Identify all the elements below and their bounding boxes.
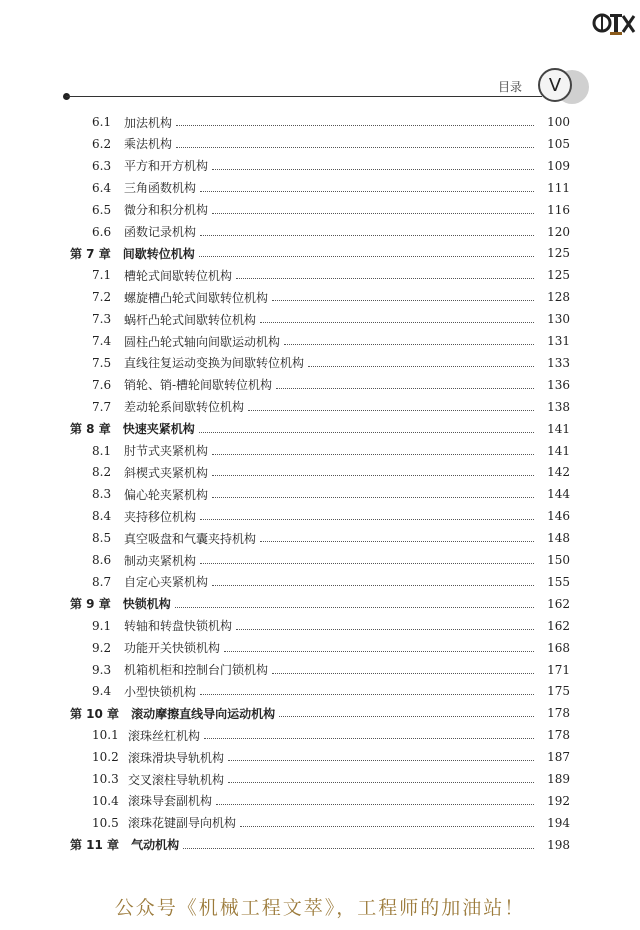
entry-number: 第 7 章 [70,246,111,261]
entry-number: 7.6 [92,377,112,392]
dot-leader [199,255,534,257]
entry-number: 9.4 [92,684,112,699]
entry-number: 7.3 [92,312,112,327]
entry-page-number: 111 [547,180,570,195]
entry-number: 8.4 [92,509,112,524]
dot-leader [212,496,534,498]
entry-page-number: 155 [547,574,570,589]
entry-title: 加法机构 [124,115,173,130]
entry-title: 快锁机构 [122,597,171,612]
entry-page-number: 130 [547,312,570,327]
entry-page-number: 125 [547,268,570,283]
entry-number: 7.1 [92,268,112,283]
entry-number: 8.7 [92,574,112,589]
entry-title: 小型快锁机构 [124,684,197,699]
dot-leader [200,190,534,192]
toc-chapter-entry[interactable] [70,243,570,263]
entry-number: 6.3 [92,158,112,173]
toc-section-entry[interactable] [92,200,570,220]
toc-section-entry[interactable] [92,813,570,833]
header-rule [66,96,542,97]
entry-number: 第 11 章 [70,838,120,853]
toc-section-entry[interactable] [92,222,570,242]
entry-title: 肘节式夹紧机构 [124,444,209,458]
entry-title: 夹持移位机构 [124,509,197,524]
toc-chapter-entry[interactable] [70,835,570,855]
entry-title: 螺旋槽凸轮式间歇转位机构 [124,290,269,305]
entry-number: 7.7 [92,399,112,414]
entry-title: 自定心夹紧机构 [124,575,209,590]
entry-title: 快速夹紧机构 [122,422,195,437]
entry-page-number: 175 [547,684,570,699]
toc-section-entry[interactable] [92,572,570,592]
entry-page-number: 141 [547,421,570,436]
dot-leader [204,737,534,739]
entry-title: 滚珠滑块导轨机构 [128,750,225,765]
dot-leader [260,321,534,323]
dot-leader [276,387,534,389]
dot-leader [200,693,534,695]
toc-chapter-entry[interactable] [70,594,570,614]
entry-title: 滚珠花键副导向机构 [128,816,237,831]
entry-title: 直线往复运动变换为间歇转位机构 [124,356,305,371]
entry-page-number: 133 [547,355,570,370]
dot-leader [212,168,534,170]
entry-number: 7.5 [92,355,112,370]
entry-title: 斜楔式夹紧机构 [124,465,209,480]
toc-section-entry[interactable] [92,528,570,548]
entry-title: 销轮、销-槽轮间歇转位机构 [124,378,273,393]
entry-number: 9.1 [92,618,112,633]
entry-number: 10.5 [92,815,119,830]
entry-title: 功能开关快锁机构 [124,641,221,656]
entry-page-number: 120 [547,224,570,239]
entry-title: 槽轮式间歇转位机构 [124,268,233,283]
entry-title: 转轴和转盘快锁机构 [124,619,233,634]
entry-title: 交叉滚柱导轨机构 [128,772,225,787]
entry-page-number: 192 [547,793,570,808]
toc-section-entry[interactable] [92,725,570,745]
toc-section-entry[interactable] [92,462,570,482]
entry-page-number: 142 [547,465,570,480]
dot-leader [272,672,534,674]
entry-page-number: 148 [547,531,570,546]
entry-page-number: 138 [547,399,570,414]
entry-title: 气动机构 [131,838,180,853]
toc-chapter-entry[interactable] [70,419,570,439]
entry-number: 6.1 [92,115,112,129]
entry-page-number: 109 [547,158,570,173]
dot-leader [200,562,534,564]
entry-number: 7.4 [92,334,112,348]
entry-page-number: 131 [547,334,570,348]
entry-number: 6.6 [92,224,112,239]
dot-leader [212,584,534,586]
entry-number: 10.1 [92,728,119,743]
entry-page-number: 178 [547,706,570,721]
toc-section-entry[interactable] [92,769,570,789]
toc-section-entry[interactable] [92,616,570,636]
entry-number: 8.5 [92,531,112,546]
entry-page-number: 128 [547,290,570,305]
entry-page-number: 187 [547,750,570,765]
entry-number: 6.5 [92,202,112,217]
dot-leader [216,803,534,805]
dot-leader [236,277,534,279]
toc-section-entry[interactable] [92,397,570,417]
entry-title: 微分和积分机构 [124,203,209,218]
dot-leader [200,234,534,236]
entry-title: 乘法机构 [124,137,173,152]
entry-number: 8.1 [92,443,112,458]
entry-title: 圆柱凸轮式轴向间歇运动机构 [124,334,281,349]
running-header-title: 目录 [498,80,523,94]
toc-section-entry[interactable] [92,638,570,658]
entry-title: 平方和开方机构 [124,159,209,174]
logo-icon [592,8,636,38]
dot-leader [212,453,534,455]
dot-leader [228,781,534,783]
entry-number: 8.6 [92,553,112,567]
dot-leader [224,650,534,652]
entry-number: 10.3 [92,772,119,786]
toc-chapter-entry[interactable] [70,703,570,723]
toc-section-entry[interactable] [92,747,570,767]
entry-page-number: 198 [547,837,570,852]
entry-page-number: 144 [547,487,570,502]
entry-number: 10.4 [92,793,119,808]
dot-leader [240,825,534,827]
entry-page-number: 194 [547,815,570,830]
dot-leader [175,606,534,608]
entry-page-number: 141 [547,443,570,458]
toc-section-entry[interactable] [92,441,570,461]
toc-section-entry[interactable] [92,178,570,198]
dot-leader [272,299,534,301]
entry-page-number: 150 [547,553,570,567]
entry-page-number: 189 [547,772,570,786]
toc-section-entry[interactable] [92,484,570,504]
footer-banner: 公众号《机械工程文萃》，工程师的加油站！ [114,897,526,919]
toc-section-entry[interactable] [92,550,570,570]
entry-title: 偏心轮夹紧机构 [124,487,209,502]
toc-section-entry[interactable] [92,353,570,373]
dot-leader [212,212,534,214]
dot-leader [284,343,534,345]
toc-section-entry[interactable] [92,134,570,154]
toc-section-entry[interactable] [92,506,570,526]
page-number-roman: V [548,74,562,96]
entry-number: 8.3 [92,487,112,502]
dot-leader [183,847,534,849]
toc-section-entry[interactable] [92,331,570,351]
page-number-badge [538,68,572,102]
dot-leader [248,409,534,411]
dot-leader [279,715,534,717]
toc-section-entry[interactable] [92,112,570,132]
entry-number: 第 8 章 [70,422,111,437]
entry-title: 机箱机柜和控制台门锁机构 [124,663,269,677]
entry-page-number: 171 [547,662,570,677]
entry-page-number: 125 [547,246,570,261]
entry-number: 第 9 章 [70,597,111,612]
dot-leader [308,365,534,367]
entry-page-number: 162 [547,596,570,611]
dot-leader [260,540,534,542]
entry-number: 第 10 章 [70,706,120,721]
entry-number: 9.3 [92,662,112,677]
entry-title: 真空吸盘和气囊夹持机构 [124,531,257,546]
entry-title: 三角函数机构 [124,181,197,196]
entry-number: 8.2 [92,465,112,480]
entry-title: 蜗杆凸轮式间歇转位机构 [124,312,257,327]
entry-title: 制动夹紧机构 [124,553,197,568]
dot-leader [199,431,534,433]
toc-section-entry[interactable] [92,791,570,811]
toc-section-entry[interactable] [92,375,570,395]
toc-section-entry[interactable] [92,156,570,176]
entry-title: 滚动摩擦直线导向运动机构 [131,706,276,721]
entry-page-number: 105 [547,136,570,151]
entry-title: 差动轮系间歇转位机构 [124,400,245,415]
entry-title: 间歇转位机构 [122,246,195,261]
entry-title: 滚珠丝杠机构 [128,728,201,743]
entry-page-number: 100 [547,115,570,129]
entry-number: 10.2 [92,750,119,765]
entry-number: 9.2 [92,640,112,655]
entry-number: 7.2 [92,290,112,305]
toc-section-entry[interactable] [92,660,570,680]
dot-leader [236,628,534,630]
toc-section-entry[interactable] [92,287,570,307]
toc-section-entry[interactable] [92,681,570,701]
entry-page-number: 168 [547,640,570,655]
entry-page-number: 116 [547,202,570,217]
dot-leader [212,474,534,476]
toc-section-entry[interactable] [92,309,570,329]
dot-leader [228,759,534,761]
entry-title: 函数记录机构 [124,225,197,239]
dot-leader [176,124,534,126]
dot-leader [176,146,534,148]
entry-number: 6.2 [92,136,112,151]
entry-page-number: 146 [547,509,570,524]
entry-number: 6.4 [92,180,112,195]
entry-page-number: 178 [547,728,570,743]
entry-title: 滚珠导套副机构 [128,794,213,809]
dot-leader [200,518,534,520]
entry-page-number: 136 [547,377,570,392]
entry-page-number: 162 [547,618,570,633]
toc-section-entry[interactable] [92,265,570,285]
